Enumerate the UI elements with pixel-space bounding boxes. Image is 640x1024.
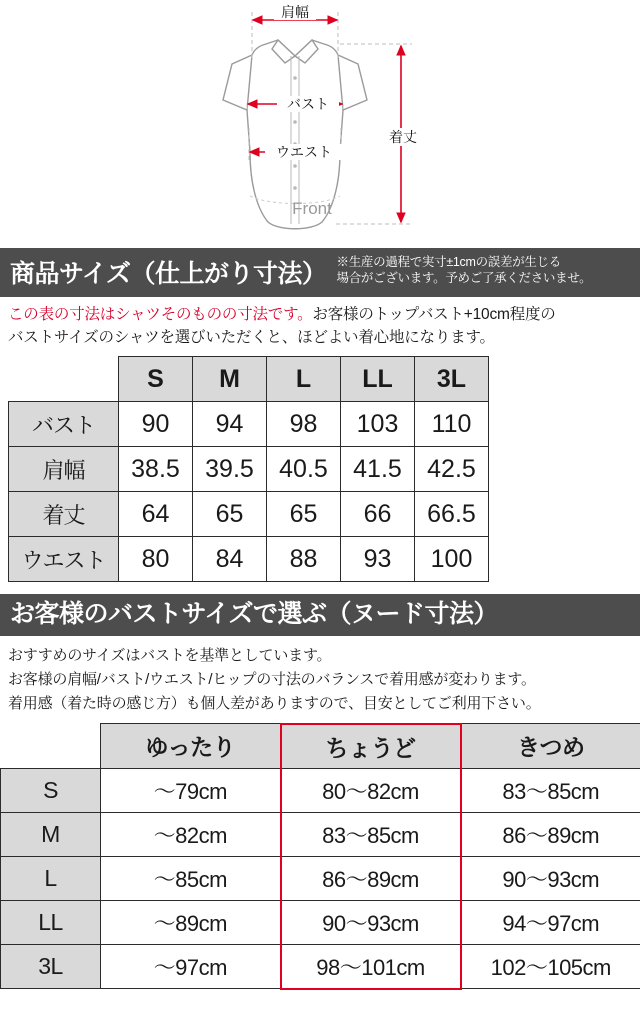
dim-label-waist: ウエスト xyxy=(276,144,332,160)
section-header-product-size xyxy=(0,248,640,297)
cell-waist-m: 84 xyxy=(193,537,267,582)
cell-s-just: 80〜82cm xyxy=(281,768,461,812)
section2-lead-line2: お客様の肩幅/バスト/ウエスト/ヒップの寸法のバランスで着用感が変わります。 xyxy=(8,670,536,688)
cell-m-just: 83〜85cm xyxy=(281,812,461,856)
cell-waist-3l: 100 xyxy=(415,537,489,582)
table-row xyxy=(1,944,640,989)
table-header-row xyxy=(9,357,489,402)
cell-l-tight: 90〜93cm xyxy=(461,856,640,900)
table-corner-cell xyxy=(1,724,101,769)
col-header-loose: ゆったり xyxy=(101,724,281,769)
table-row xyxy=(9,492,489,537)
col-header-3l: 3L xyxy=(415,357,489,402)
dim-label-bust: バスト xyxy=(287,96,329,112)
table-row xyxy=(9,447,489,492)
section1-title: 商品サイズ（仕上がり寸法） xyxy=(10,259,327,288)
cell-length-ll: 66 xyxy=(341,492,415,537)
cell-ll-just: 90〜93cm xyxy=(281,900,461,944)
cell-length-s: 64 xyxy=(119,492,193,537)
cell-shoulder-l: 40.5 xyxy=(267,447,341,492)
section2-lead-line3: 着用感（着た時の感じ方）も個人差がありますので、目安としてご利用下さい。 xyxy=(8,695,541,713)
cell-waist-s: 80 xyxy=(119,537,193,582)
section1-note-line1: ※生産の過程で実寸±1cmの誤差が生じる xyxy=(336,255,561,269)
table-row xyxy=(1,768,640,812)
cell-waist-ll: 93 xyxy=(341,537,415,582)
table-row xyxy=(1,900,640,944)
col-header-ll: LL xyxy=(341,357,415,402)
table-row xyxy=(1,856,640,900)
cell-3l-tight: 102〜105cm xyxy=(461,944,640,989)
product-size-table xyxy=(8,356,489,582)
cell-3l-loose: 〜97cm xyxy=(101,944,281,989)
row-header-bust: バスト xyxy=(9,402,119,447)
row-header-m: M xyxy=(1,812,101,856)
section1-note-line2: 場合がございます。予めご了承くださいませ。 xyxy=(336,270,592,285)
section1-lead-line2: バストサイズのシャツを選びいただくと、ほどよい着心地になります。 xyxy=(8,328,495,346)
section2-lead-line1: おすすめのサイズはバストを基準としています。 xyxy=(8,646,332,664)
cell-l-just: 86〜89cm xyxy=(281,856,461,900)
table-row xyxy=(9,402,489,447)
front-label: Front xyxy=(292,199,332,218)
col-header-s: S xyxy=(119,357,193,402)
table-row xyxy=(9,537,489,582)
bust-size-recommendation-table xyxy=(0,723,640,990)
cell-bust-3l: 110 xyxy=(415,402,489,447)
cell-bust-ll: 103 xyxy=(341,402,415,447)
cell-bust-s: 90 xyxy=(119,402,193,447)
row-header-shoulder: 肩幅 xyxy=(9,447,119,492)
cell-l-loose: 〜85cm xyxy=(101,856,281,900)
cell-bust-m: 94 xyxy=(193,402,267,447)
cell-bust-l: 98 xyxy=(267,402,341,447)
col-header-l: L xyxy=(267,357,341,402)
cell-s-loose: 〜79cm xyxy=(101,768,281,812)
row-header-waist: ウエスト xyxy=(9,537,119,582)
row-header-length: 着丈 xyxy=(9,492,119,537)
cell-3l-just: 98〜101cm xyxy=(281,944,461,989)
section-header-bust-size xyxy=(0,594,640,636)
cell-length-m: 65 xyxy=(193,492,267,537)
col-header-tight: きつめ xyxy=(461,724,640,769)
shirt-illustration xyxy=(0,0,640,248)
section1-lead-red: この表の寸法はシャツそのものの寸法です。 xyxy=(8,306,313,324)
section1-lead-rest: お客様のトップバスト+10cm程度の xyxy=(312,306,556,324)
cell-shoulder-s: 38.5 xyxy=(119,447,193,492)
dim-label-shoulder: 肩幅 xyxy=(281,4,309,20)
cell-m-loose: 〜82cm xyxy=(101,812,281,856)
cell-m-tight: 86〜89cm xyxy=(461,812,640,856)
row-header-s: S xyxy=(1,768,101,812)
section1-note xyxy=(337,255,592,288)
section1-lead xyxy=(0,297,640,356)
cell-shoulder-3l: 42.5 xyxy=(415,447,489,492)
col-header-just: ちょうど xyxy=(281,724,461,769)
cell-waist-l: 88 xyxy=(267,537,341,582)
section2-title: お客様のバストサイズで選ぶ（ヌード寸法） xyxy=(10,600,499,629)
cell-length-3l: 66.5 xyxy=(415,492,489,537)
dim-label-length: 着丈 xyxy=(389,129,417,145)
section2-lead xyxy=(0,636,640,723)
table-row xyxy=(1,812,640,856)
cell-shoulder-ll: 41.5 xyxy=(341,447,415,492)
row-header-3l: 3L xyxy=(1,944,101,989)
cell-length-l: 65 xyxy=(267,492,341,537)
col-header-m: M xyxy=(193,357,267,402)
row-header-l: L xyxy=(1,856,101,900)
table-header-row xyxy=(1,724,640,769)
cell-shoulder-m: 39.5 xyxy=(193,447,267,492)
row-header-ll: LL xyxy=(1,900,101,944)
table-corner-cell xyxy=(9,357,119,402)
cell-s-tight: 83〜85cm xyxy=(461,768,640,812)
cell-ll-tight: 94〜97cm xyxy=(461,900,640,944)
cell-ll-loose: 〜89cm xyxy=(101,900,281,944)
